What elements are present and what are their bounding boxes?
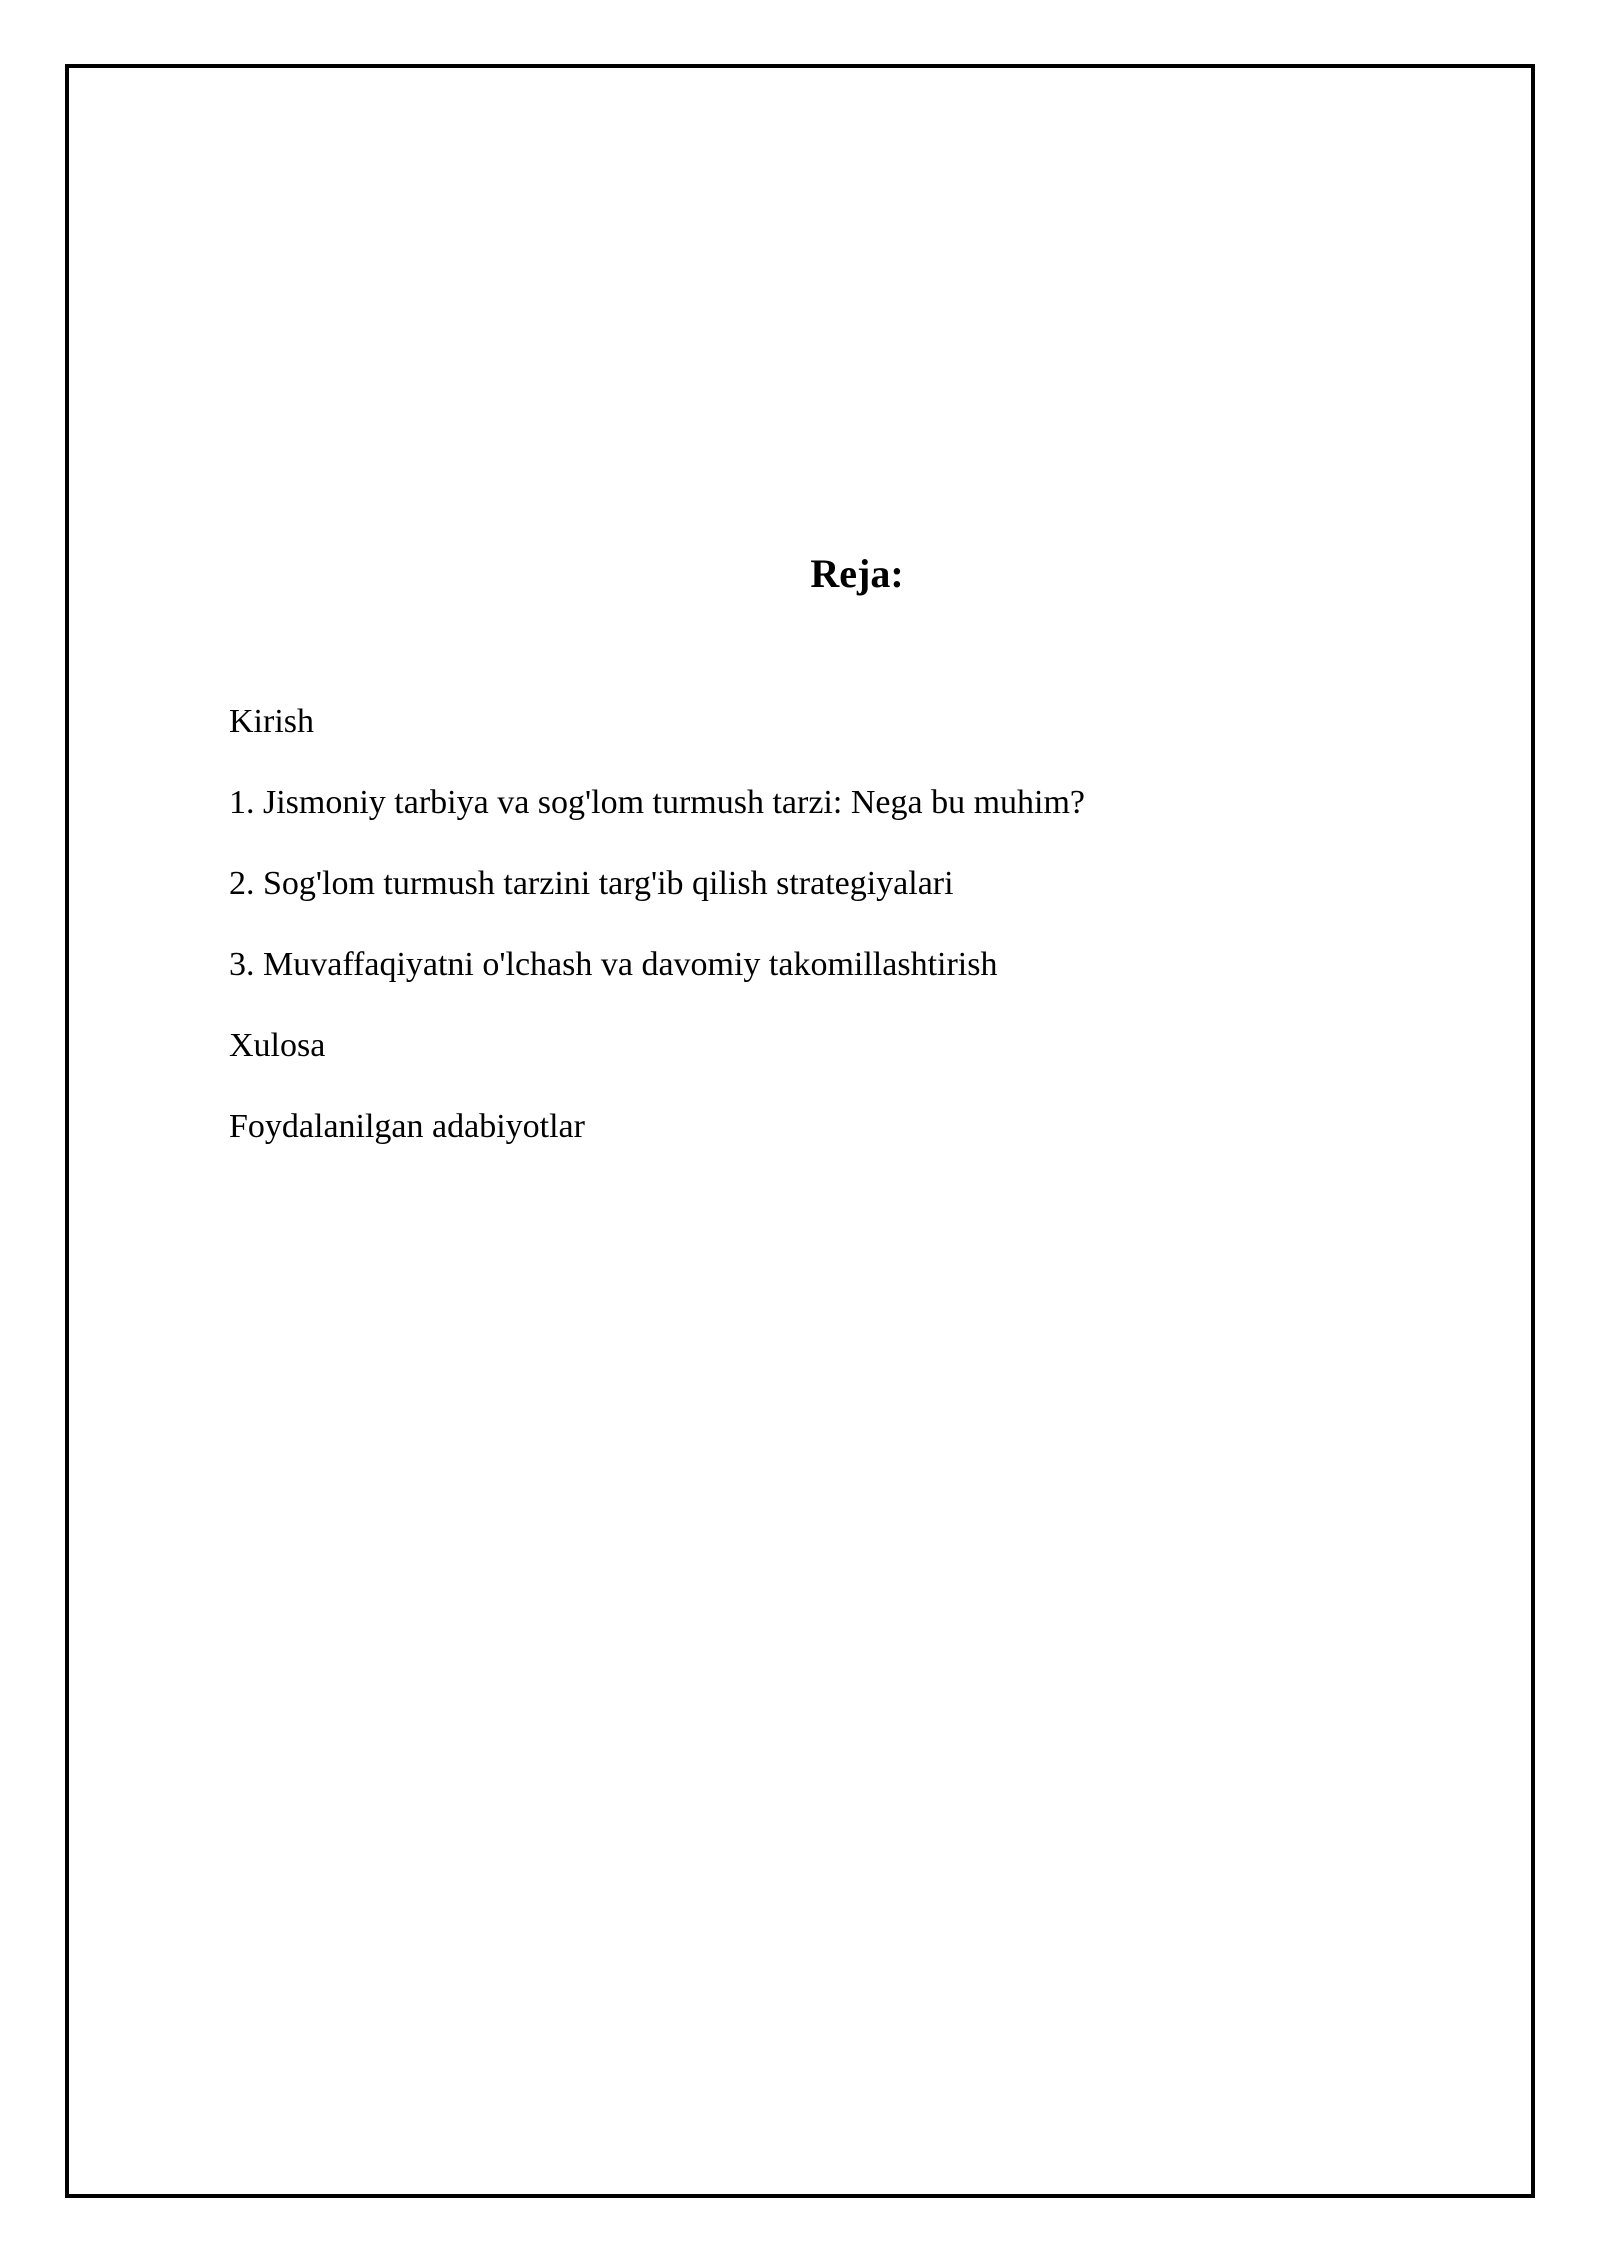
toc-item-introduction: Kirish xyxy=(229,703,314,740)
toc-item-section-1: 1. Jismoniy tarbiya va sog'lom turmush tarzi: Nega bu muhim? xyxy=(229,784,1085,821)
toc-item-section-2: 2. Sog'lom turmush tarzini targ'ib qilish strategiyalari xyxy=(229,865,954,902)
toc-item-references: Foydalanilgan adabiyotlar xyxy=(229,1108,585,1145)
page-title: Reja: xyxy=(810,551,904,596)
toc-item-section-3: 3. Muvaffaqiyatni o'lchash va davomiy takomillashtirish xyxy=(229,946,998,983)
table-of-contents xyxy=(229,700,1085,1186)
toc-item-conclusion: Xulosa xyxy=(229,1027,326,1064)
